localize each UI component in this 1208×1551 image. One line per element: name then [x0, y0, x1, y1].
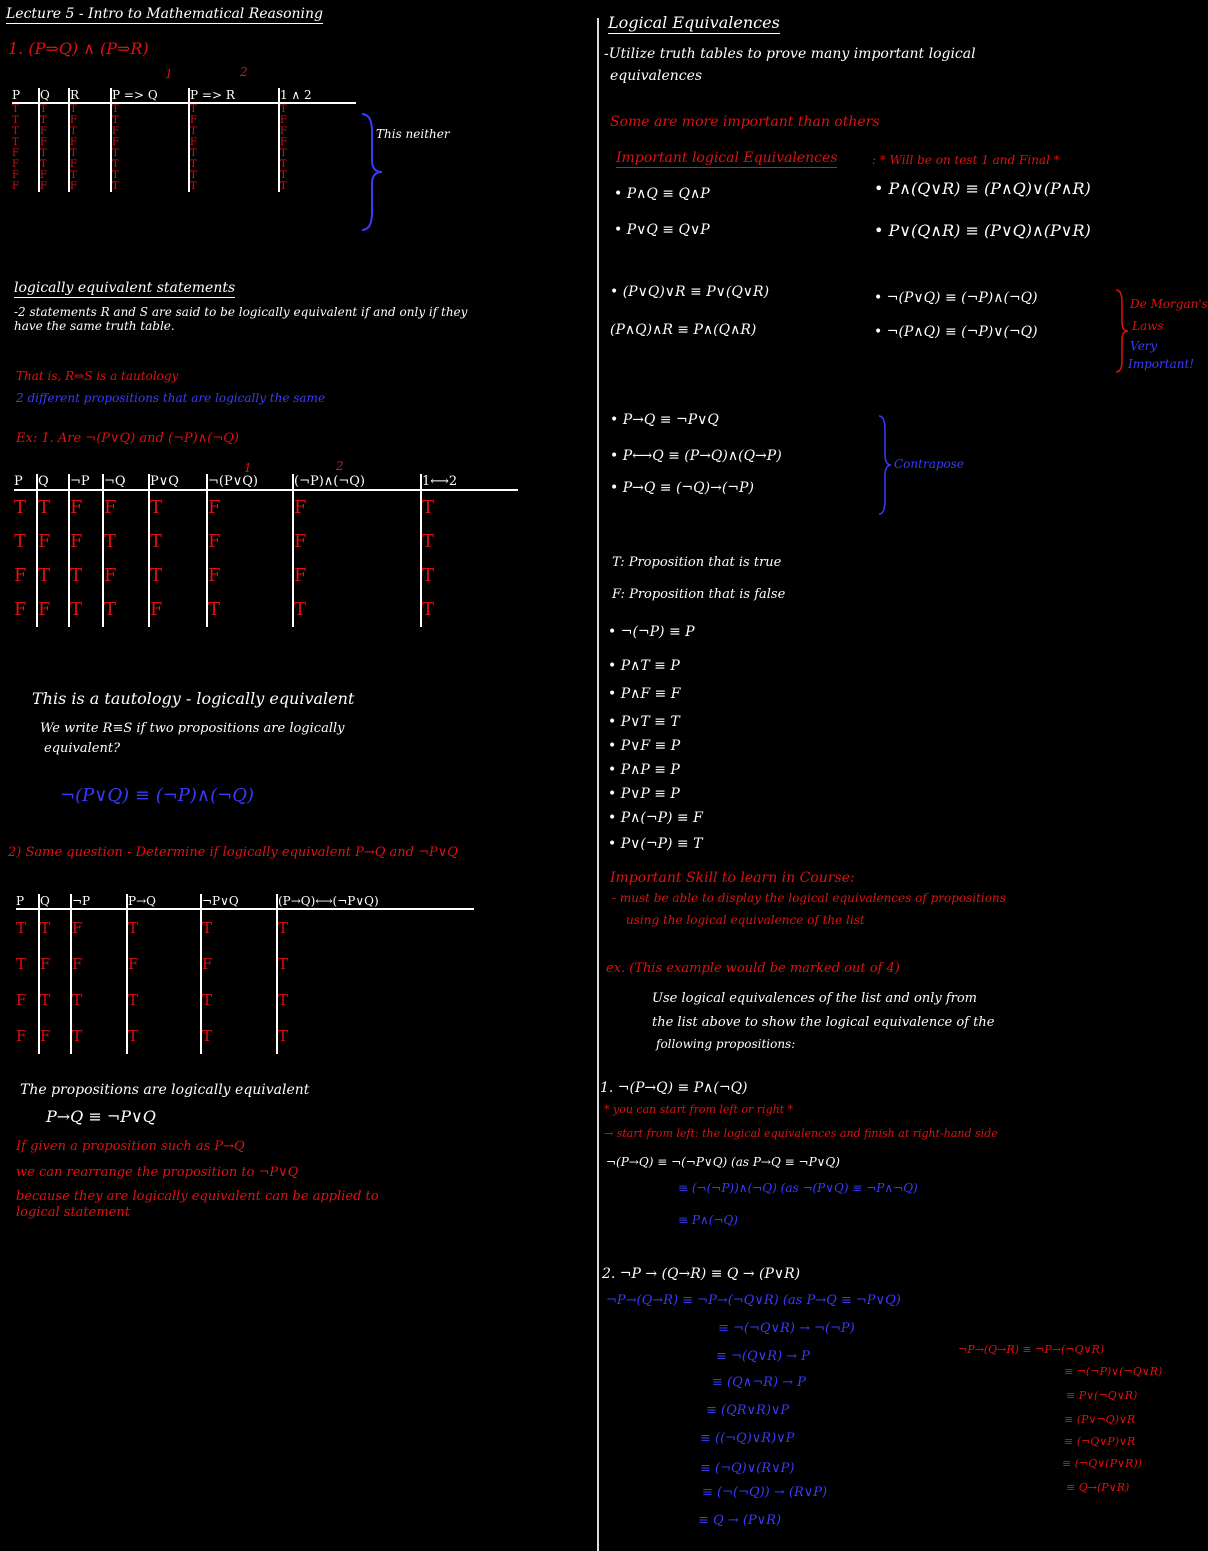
identity-law: • P∨P ≡ P: [608, 786, 680, 802]
problem-2: 2. ¬P → (Q→R) ≡ Q → (P∨R): [602, 1266, 801, 1282]
intro-line-2: equivalences: [610, 68, 703, 84]
distributive-and: • P∧(Q∨R) ≡ (P∧Q)∨(P∧R): [874, 179, 1091, 198]
identity-law: • P∧F ≡ F: [608, 686, 681, 702]
table-2-cell: T: [103, 525, 149, 559]
table-1-cell: T: [111, 170, 189, 181]
t1-header-q: Q: [39, 88, 69, 103]
t2-header-not-p-and-not-q: (¬P)∧(¬Q): [293, 474, 421, 490]
important-equivalences-label: Important logical Equivalences: [616, 150, 837, 168]
table-3-cell: T: [201, 982, 277, 1018]
table-1-cell: T: [69, 170, 111, 181]
identity-law: • P∧T ≡ P: [608, 658, 680, 674]
table-1-cell: F: [69, 159, 111, 170]
contrapose-label: Contrapose: [894, 457, 965, 471]
some-more-important: Some are more important than others: [610, 114, 880, 130]
red-note-line-4: logical statement: [16, 1205, 130, 1220]
table-3-cell: T: [127, 909, 201, 946]
problem-2-step: ≡ ¬(Q∨R) → P: [716, 1349, 810, 1364]
table-3-cell: F: [39, 946, 71, 982]
example-1-mark-2: 2: [240, 65, 248, 79]
table-2-cell: T: [422, 531, 435, 552]
use-line-2: the list above to show the logical equivalence of the: [652, 1015, 995, 1030]
table-1-cell: T: [189, 148, 279, 159]
table-3-cell: F: [16, 982, 39, 1018]
table-2-cell: T: [422, 497, 435, 518]
tautology-line-1: This is a tautology - logically equivalent: [32, 689, 355, 708]
table-1-cell: T: [39, 115, 69, 126]
table-1-cell: T: [111, 181, 189, 192]
demorgan-1: • ¬(P∨Q) ≡ (¬P)∧(¬Q): [874, 290, 1038, 306]
implication-3: • P→Q ≡ (¬Q)→(¬P): [610, 480, 754, 496]
table-1-row: [12, 137, 356, 148]
table-3-cell: T: [201, 1018, 277, 1054]
table-1-cell: F: [39, 137, 69, 148]
table-3-row: [16, 1018, 474, 1054]
problem-2-alt-step: ≡ (P∨¬Q)∨R: [1064, 1413, 1136, 1426]
demorgan-label-2: Laws: [1132, 319, 1164, 333]
t3-header-biconditional: (P→Q)⟷(¬P∨Q): [277, 894, 474, 909]
table-2-row: [14, 559, 518, 593]
table-3-row: [16, 982, 474, 1018]
table-1-cell: T: [111, 148, 189, 159]
table-1-cell: T: [280, 104, 287, 115]
table-1-cell: T: [69, 103, 111, 115]
t2-header-biconditional: 1⟷2: [421, 474, 518, 490]
t1-header-p-implies-q: P => Q: [111, 88, 189, 103]
two-different-note: 2 different propositions that are logically the same: [16, 391, 326, 405]
t-definition: T: Proposition that is true: [612, 555, 782, 570]
associative-and: (P∧Q)∧R ≡ P∧(Q∧R): [610, 322, 757, 338]
table-2-cell: F: [69, 525, 103, 559]
table-1-cell: F: [12, 170, 39, 181]
example-1-statement: 1. (P⇒Q) ∧ (P⇒R): [8, 39, 149, 58]
problem-1-step-3: ≡ P∧(¬Q): [678, 1213, 738, 1227]
truth-table-1: [12, 88, 356, 192]
table-1-cell: T: [189, 181, 279, 192]
table-2-cell: T: [14, 490, 37, 525]
table-3-cell: T: [201, 909, 277, 946]
table-3-cell: T: [278, 955, 289, 973]
truth-table-3: [16, 894, 474, 1054]
problem-2-step: ¬P→(Q→R) ≡ ¬P→(¬Q∨R) (as P→Q ≡ ¬P∨Q): [606, 1293, 901, 1308]
table-1-row: [12, 103, 356, 115]
table-3-cell: T: [39, 982, 71, 1018]
column-divider: [597, 18, 599, 1551]
t1-header-p: P: [12, 88, 39, 103]
implication-2: • P⟷Q ≡ (P→Q)∧(Q→P): [610, 448, 782, 464]
distributive-or: • P∨(Q∧R) ≡ (P∨Q)∧(P∨R): [874, 221, 1091, 240]
red-note-line-2: we can rearrange the proposition to ¬P∨Q: [16, 1165, 299, 1180]
problem-1-note-2: → start from left: the logical equivalences and finish at right-hand side: [604, 1127, 998, 1140]
table-3-cell: F: [71, 909, 127, 946]
table-1-cell: T: [189, 103, 279, 115]
table-1-cell: T: [12, 126, 39, 137]
t3-header-p: P: [16, 894, 39, 909]
table-1-cell: T: [39, 103, 69, 115]
problem-2-step: ≡ ((¬Q)∨R)∨P: [700, 1431, 795, 1446]
table-3-cell: T: [71, 982, 127, 1018]
table-1-row: [12, 115, 356, 126]
table-2-cell: F: [14, 559, 37, 593]
table-1-cell: T: [189, 170, 279, 181]
problem-2-step: ≡ Q → (P∨R): [698, 1513, 782, 1528]
table-1-cell: T: [69, 126, 111, 137]
table-2-cell: F: [37, 593, 69, 627]
table-2-cell: F: [14, 593, 37, 627]
logical-equivalences-title: Logical Equivalences: [608, 14, 780, 34]
t2-header-p-or-q: P∨Q: [149, 474, 207, 490]
table-2-row: [14, 525, 518, 559]
identity-law: • P∨(¬P) ≡ T: [608, 836, 703, 852]
table-1-cell: F: [12, 148, 39, 159]
red-note-line-1: If given a proposition such as P→Q: [16, 1139, 245, 1154]
t3-header-q: Q: [39, 894, 71, 909]
t3-header-p-implies-q: P→Q: [127, 894, 201, 909]
table-2-cell: F: [69, 490, 103, 525]
table-3-cell: T: [39, 909, 71, 946]
table-1-cell: F: [39, 126, 69, 137]
tautology-line-2: We write R≡S if two propositions are logically: [40, 721, 345, 736]
table-1-cell: T: [69, 148, 111, 159]
table-1-cell: T: [189, 126, 279, 137]
table-1-row: [12, 126, 356, 137]
table-1-cell: F: [280, 137, 287, 148]
example-1-mark-1: 1: [165, 67, 173, 81]
table-2-row: [14, 593, 518, 627]
table-3-cell: F: [39, 1018, 71, 1054]
table-3-cell: T: [278, 919, 289, 937]
intro-line-1: -Utilize truth tables to prove many important logical: [604, 46, 976, 62]
problem-2-step: ≡ (Q∧¬R) → P: [712, 1375, 806, 1390]
table-2-cell: T: [69, 559, 103, 593]
table-2-cell: T: [69, 593, 103, 627]
table-1-cell: T: [12, 137, 39, 148]
skill-line-3: using the logical equivalence of the list: [626, 913, 865, 927]
table-2-cell: F: [103, 559, 149, 593]
t2-header-not-p-or-q: ¬(P∨Q): [207, 474, 293, 490]
t2-header-q: Q: [37, 474, 69, 490]
table-3-cell: T: [16, 946, 39, 982]
lecture-title: Lecture 5 - Intro to Mathematical Reasoning: [6, 6, 323, 24]
table-3-cell: F: [127, 946, 201, 982]
demorgan-2: • ¬(P∧Q) ≡ (¬P)∨(¬Q): [874, 324, 1038, 340]
table-2-cell: T: [422, 599, 435, 620]
t3-header-not-p: ¬P: [71, 894, 127, 909]
table-1-cell: F: [12, 159, 39, 170]
commutative-or: • P∨Q ≡ Q∨P: [614, 222, 710, 238]
table-2-cell: T: [103, 593, 149, 627]
table-2-cell: F: [293, 525, 421, 559]
question-2: 2) Same question - Determine if logically equivalent P→Q and ¬P∨Q: [8, 845, 458, 860]
table-2-cell: F: [207, 490, 293, 525]
table-2-cell: F: [293, 559, 421, 593]
table-2-cell: T: [37, 559, 69, 593]
table-3-cell: F: [16, 1018, 39, 1054]
t2-header-not-p: ¬P: [69, 474, 103, 490]
table-3-cell: T: [127, 1018, 201, 1054]
tautology-line-3: equivalent?: [44, 741, 121, 756]
implication-1: • P→Q ≡ ¬P∨Q: [610, 412, 719, 428]
problem-2-step: ≡ (¬Q)∨(R∨P): [700, 1461, 795, 1476]
t3-header-not-p-or-q: ¬P∨Q: [201, 894, 277, 909]
table-2-cell: T: [14, 525, 37, 559]
identity-law: • P∧(¬P) ≡ F: [608, 810, 703, 826]
table-1-cell: T: [280, 159, 287, 170]
table-1-cell: T: [111, 159, 189, 170]
table-1-cell: T: [280, 170, 287, 181]
t1-header-1-and-2: 1 ∧ 2: [279, 88, 356, 103]
table-2-row: [14, 490, 518, 525]
propositions-equivalent-line-2: P→Q ≡ ¬P∨Q: [46, 1107, 156, 1126]
skill-line-2: - must be able to display the logical equivalences of propositions: [612, 891, 1006, 905]
use-line-3: following propositions:: [656, 1037, 796, 1051]
table-3-row: [16, 909, 474, 946]
problem-2-step: ≡ (QR∨R)∨P: [706, 1403, 790, 1418]
logically-equivalent-heading: logically equivalent statements: [14, 280, 235, 298]
table-1-cell: F: [280, 126, 287, 137]
table-2-cell: T: [37, 490, 69, 525]
table-1-cell: F: [111, 126, 189, 137]
table-2-cell: F: [149, 593, 207, 627]
table-1-cell: F: [39, 170, 69, 181]
identity-law: • P∧P ≡ P: [608, 762, 680, 778]
table-1-cell: T: [111, 103, 189, 115]
table-3-cell: T: [16, 909, 39, 946]
t1-header-p-implies-r: P => R: [189, 88, 279, 103]
propositions-equivalent-line-1: The propositions are logically equivalent: [20, 1082, 310, 1098]
identity-law: • P∨F ≡ P: [608, 738, 681, 754]
problem-2-alt-step: ≡ (¬Q∨(P∨R)): [1062, 1457, 1142, 1470]
table-2-cell: T: [207, 593, 293, 627]
table-1-cell: F: [189, 115, 279, 126]
table-1-cell: F: [69, 181, 111, 192]
table-3-cell: T: [278, 991, 289, 1009]
table-2-cell: T: [149, 490, 207, 525]
demorgan-label-1: De Morgan's: [1130, 297, 1208, 311]
f-definition: F: Proposition that is false: [612, 587, 786, 602]
use-line-1: Use logical equivalences of the list and only from: [652, 991, 978, 1006]
table-2-cell: F: [207, 525, 293, 559]
table-3-row: [16, 946, 474, 982]
table-1-cell: T: [280, 148, 287, 159]
very-important-2: Important!: [1128, 357, 1195, 371]
problem-2-alt-step: ≡ P∨(¬Q∨R): [1066, 1389, 1138, 1402]
table-1-cell: F: [12, 181, 39, 192]
table-1-cell: F: [69, 115, 111, 126]
table-1-row: [12, 181, 356, 192]
problem-2-step: ≡ (¬(¬Q)) → (R∨P): [702, 1485, 828, 1500]
table-3-cell: T: [127, 982, 201, 1018]
identity-law: • P∨T ≡ T: [608, 714, 680, 730]
table-2-cell: F: [207, 559, 293, 593]
table-2-cell: T: [422, 565, 435, 586]
truth-table-2: [14, 474, 518, 627]
very-important-1: Very: [1130, 339, 1158, 353]
table-1-note: This neither: [376, 127, 450, 141]
table-1-cell: F: [39, 181, 69, 192]
example-label: Ex: 1. Are ¬(P∨Q) and (¬P)∧(¬Q): [16, 431, 239, 446]
table-1-cell: T: [111, 115, 189, 126]
problem-2-alt-step: ¬P→(Q→R) ≡ ¬P→(¬Q∨R): [958, 1343, 1105, 1356]
table-1-cell: F: [280, 115, 287, 126]
table-3-cell: F: [71, 946, 127, 982]
test-note: : * Will be on test 1 and Final *: [872, 153, 1060, 167]
skill-line-1: Important Skill to learn in Course:: [610, 870, 855, 886]
demorgan-blue-equation: ¬(P∨Q) ≡ (¬P)∧(¬Q): [60, 785, 254, 806]
table-1-row: [12, 170, 356, 181]
t2-header-not-q: ¬Q: [103, 474, 149, 490]
t1-header-r: R: [69, 88, 111, 103]
problem-2-alt-step: ≡ Q→(P∨R): [1066, 1481, 1130, 1494]
table-1-cell: F: [69, 137, 111, 148]
table-1-cell: T: [189, 159, 279, 170]
t2-header-p: P: [14, 474, 37, 490]
table-2-cell: T: [149, 559, 207, 593]
table-1-cell: F: [189, 137, 279, 148]
problem-2-alt-step: ≡ (¬Q∨P)∨R: [1064, 1435, 1136, 1448]
example-marked: ex. (This example would be marked out of 4): [606, 961, 900, 976]
table-1-row: [12, 159, 356, 170]
table-1-cell: T: [39, 159, 69, 170]
associative-or: • (P∨Q)∨R ≡ P∨(Q∨R): [610, 284, 770, 300]
table-1-cell: T: [12, 115, 39, 126]
table-3-cell: T: [71, 1018, 127, 1054]
commutative-and: • P∧Q ≡ Q∧P: [614, 186, 710, 202]
contrapose-brace: [876, 414, 894, 516]
table-1-cell: T: [280, 181, 287, 192]
table-3-cell: F: [201, 946, 277, 982]
that-is-note: That is, R⇔S is a tautology: [16, 369, 179, 383]
problem-1-note-1: * you can start from left or right *: [604, 1103, 794, 1116]
table-2-mark-2: 2: [336, 459, 344, 473]
table-1-cell: T: [39, 148, 69, 159]
problem-1: 1. ¬(P→Q) ≡ P∧(¬Q): [600, 1080, 748, 1096]
table-1-cell: T: [12, 103, 39, 115]
table-2-cell: F: [37, 525, 69, 559]
red-note-line-3: because they are logically equivalent can be applied to: [16, 1189, 379, 1204]
table-3-cell: T: [278, 1027, 289, 1045]
problem-1-step-2: ≡ (¬(¬P))∧(¬Q) (as ¬(P∨Q) ≡ ¬P∧¬Q): [678, 1181, 918, 1195]
table-2-cell: T: [149, 525, 207, 559]
logically-equivalent-definition: -2 statements R and S are said to be logically equivalent if and only if they have the same truth table.: [14, 305, 468, 333]
identity-law: • ¬(¬P) ≡ P: [608, 624, 695, 640]
table-2-cell: T: [293, 593, 421, 627]
table-2-cell: F: [293, 490, 421, 525]
table-2-cell: F: [103, 490, 149, 525]
table-2-mark-1: 1: [244, 461, 252, 475]
problem-2-step: ≡ ¬(¬Q∨R) → ¬(¬P): [718, 1321, 855, 1336]
table-1-row: [12, 148, 356, 159]
table-1-cell: F: [111, 137, 189, 148]
problem-2-alt-step: ≡ ¬(¬P)∨(¬Q∨R): [1064, 1365, 1163, 1378]
problem-1-step-1: ¬(P→Q) ≡ ¬(¬P∨Q) (as P→Q ≡ ¬P∨Q): [606, 1155, 840, 1169]
